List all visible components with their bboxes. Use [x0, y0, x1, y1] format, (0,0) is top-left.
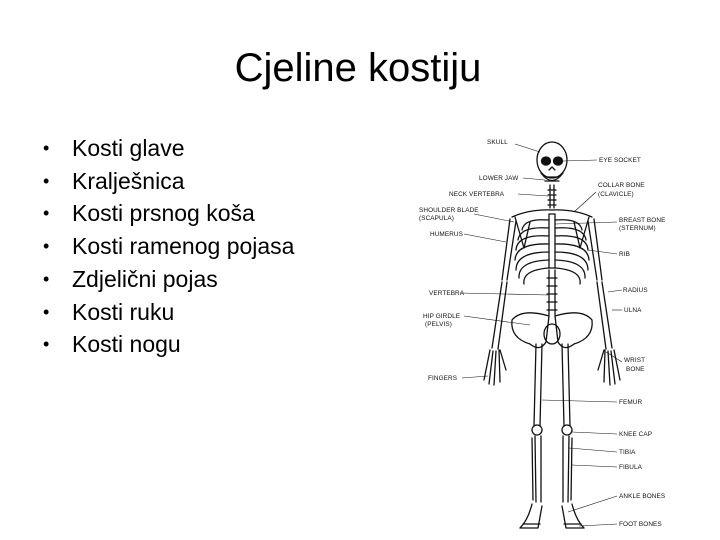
bullet-list — [40, 132, 294, 361]
label-radius: RADIUS — [623, 287, 648, 294]
label-rib: RIB — [619, 251, 630, 258]
list-item: • Kosti ramenog pojasa — [40, 230, 294, 263]
bullet-icon: • — [43, 203, 50, 224]
label-fibula: FIBULA — [619, 464, 642, 471]
label-collar-bone: COLLAR BONE — [598, 182, 645, 189]
bullet-icon: • — [43, 236, 50, 257]
label-femur: FEMUR — [619, 399, 643, 406]
list-item: • Zdjelični pojas — [40, 263, 294, 296]
skeleton-figure — [412, 130, 682, 535]
label-humerus: HUMERUS — [430, 231, 464, 238]
label-hip-girdle: HIP GIRDLE — [423, 313, 461, 320]
label-scapula: (SCAPULA) — [419, 215, 454, 222]
label-bone: BONE — [626, 366, 645, 373]
label-knee-cap: KNEE CAP — [619, 431, 653, 438]
label-wrist: WRIST — [624, 357, 646, 364]
label-eye-socket: EYE SOCKET — [599, 157, 641, 164]
label-neck-vertebra: NECK VERTEBRA — [449, 191, 505, 198]
list-item: • Kosti nogu — [40, 328, 294, 361]
list-item: • Kosti glave — [40, 132, 294, 165]
skeleton-illustration — [412, 130, 682, 535]
label-pelvis: (PELVIS) — [425, 321, 452, 328]
label-clavicle: (CLAVICLE) — [598, 191, 634, 198]
bullet-icon: • — [43, 334, 50, 355]
bullet-icon: • — [43, 138, 50, 158]
label-vertebra: VERTEBRA — [429, 290, 465, 297]
label-shoulder-blade: SHOULDER BLADE — [419, 207, 479, 214]
label-tibia: TIBIA — [619, 449, 636, 456]
label-fingers: FINGERS — [428, 375, 458, 382]
label-ulna: ULNA — [624, 307, 642, 314]
label-breast-bone: BREAST BONE — [619, 217, 666, 224]
label-ankle-bones: ANKLE BONES — [619, 493, 666, 500]
bullet-icon: • — [43, 268, 50, 289]
list-item: • Kosti prsnog koša — [40, 197, 294, 230]
label-sternum: (STERNUM) — [619, 225, 656, 232]
skeleton-drawing — [484, 142, 620, 528]
slide-title: Cjeline kostiju — [234, 46, 482, 90]
bullet-icon: • — [43, 170, 50, 191]
label-skull: SKULL — [487, 139, 508, 146]
label-foot-bones: FOOT BONES — [619, 521, 662, 528]
list-item: • Kosti ruku — [40, 296, 294, 329]
label-lower-jaw: LOWER JAW — [479, 175, 519, 182]
list-item: • Kralješnica — [40, 165, 294, 198]
bullet-icon: • — [43, 301, 50, 322]
